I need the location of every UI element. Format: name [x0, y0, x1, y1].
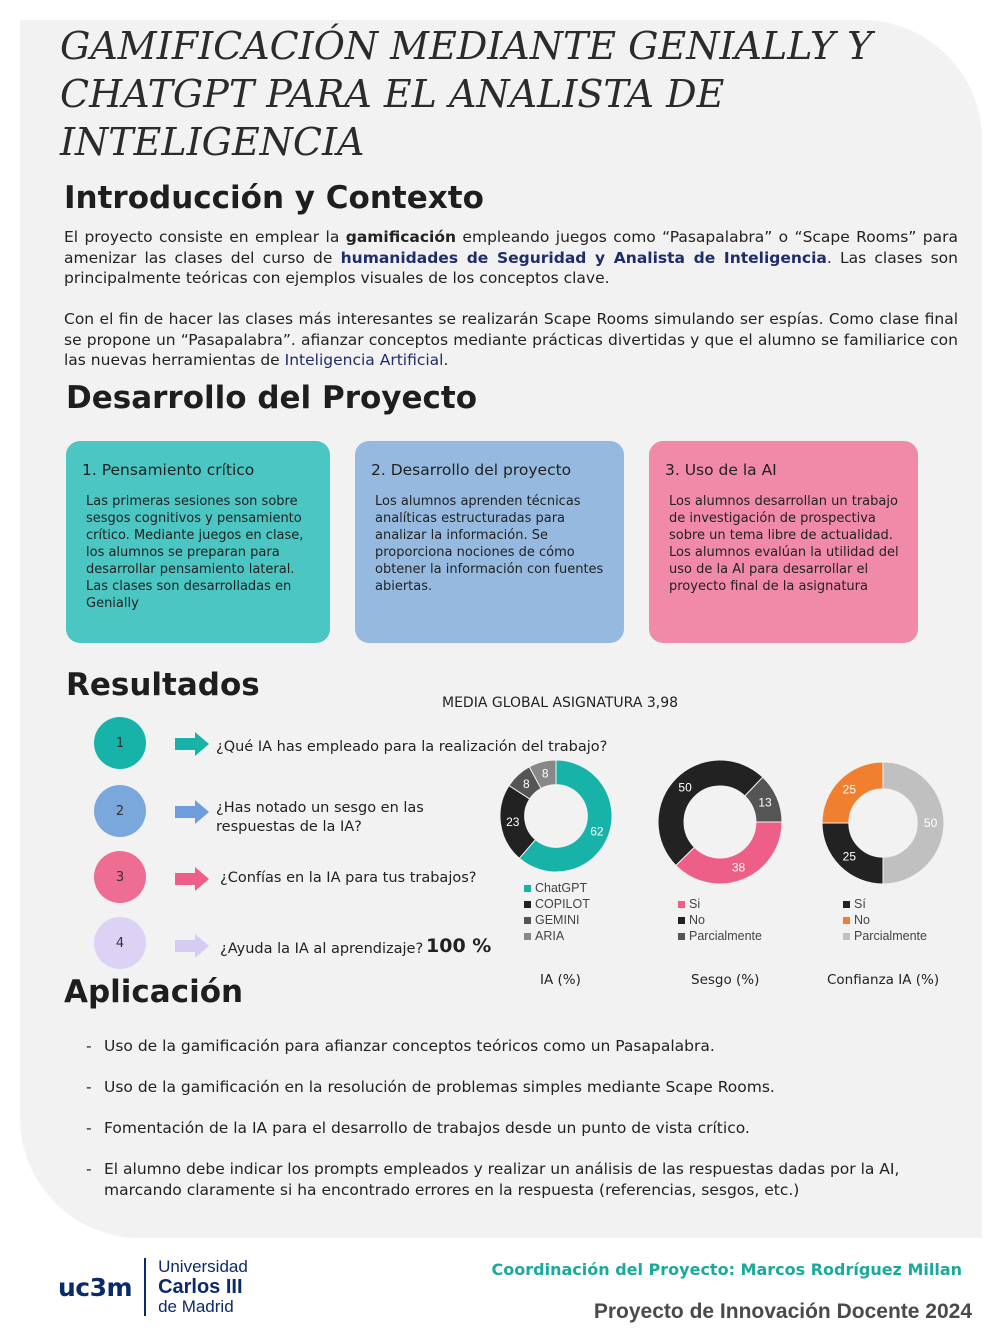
- proyecto-text: Proyecto de Innovación Docente 2024: [593, 1300, 972, 1323]
- legend-swatch: [843, 933, 850, 940]
- legend-swatch: [678, 901, 685, 908]
- resultados-heading: Resultados: [66, 667, 260, 703]
- donut-slice-si: [676, 822, 782, 884]
- legend-item: [678, 912, 762, 928]
- legend-item: [524, 896, 590, 912]
- question-2: ¿Has notado un sesgo en las respuestas de la IA?: [216, 800, 424, 835]
- university-logo: [58, 1256, 248, 1318]
- coordinacion-text: Coordinación del Proyecto: Marcos Rodríguez Millan: [491, 1260, 962, 1279]
- legend-label: No: [854, 913, 870, 927]
- list-item: - Uso de la gamificación para afianzar conceptos teóricos como un Pasapalabra.: [86, 1037, 715, 1055]
- chart-caption-sesgo: Sesgo (%): [691, 972, 760, 988]
- chart-caption-confianza: Confianza IA (%): [827, 972, 940, 988]
- legend-item: [678, 928, 762, 944]
- legend-label: Parcialmente: [689, 929, 762, 943]
- question-3: ¿Confías en la IA para tus trabajos?: [220, 870, 477, 886]
- card-body: Las primeras sesiones son sobre sesgos cognitivos y pensamiento crítico. Mediante juegos en clase, los alumnos se preparan para desarrollar pensamiento lateral. Las clases son desarrolladas en Genially: [86, 494, 304, 611]
- legend-sesgo: [678, 896, 762, 944]
- question-number-4: 4: [94, 917, 146, 969]
- legend-swatch: [678, 933, 685, 940]
- card-body: Los alumnos aprenden técnicas analíticas estructuradas para analizar la información. Se proporciona nociones de cómo obtener la información con fuentes abiertas.: [375, 494, 604, 594]
- legend-label: No: [689, 913, 705, 927]
- data-label: 25: [842, 849, 857, 864]
- donut-chart-confianza: [822, 762, 944, 884]
- data-label: 8: [522, 776, 530, 791]
- legend-label: Parcialmente: [854, 929, 927, 943]
- legend-ia: [524, 880, 590, 944]
- card-title: 3. Uso de la AI: [665, 461, 777, 479]
- list-item: - El alumno debe indicar los prompts empleados y realizar un análisis de las respuestas dadas por la AI, marcando claramente si ha encontrado errores en la respuesta (referencias, sesgos, etc.): [86, 1160, 900, 1199]
- legend-item: [678, 896, 762, 912]
- card-desarrollo-proyecto: [355, 441, 624, 643]
- legend-label: GEMINI: [535, 913, 580, 927]
- legend-item: [843, 912, 927, 928]
- page-title: GAMIFICACIÓN MEDIANTE GENIALLY Y CHATGPT PARA EL ANALISTA DE INTELIGENCIA: [60, 24, 873, 164]
- arrow-right-icon: [175, 934, 209, 958]
- data-label: 13: [758, 795, 772, 810]
- question-number-2: 2: [94, 785, 146, 837]
- legend-item: [524, 928, 590, 944]
- intro-paragraph-2: Con el fin de hacer las clases más interesantes se realizarán Scape Rooms simulando ser espías. Como clase final se propone un “Pasapalabra”. afianzar conceptos mediante prácticas divertidas y que el alumno se familiarice con las nuevas herramientas de Inteligencia Artificial.: [64, 310, 958, 369]
- legend-swatch: [524, 901, 531, 908]
- donut-chart-sesgo: [658, 760, 782, 884]
- legend-item: [843, 896, 927, 912]
- legend-swatch: [524, 917, 531, 924]
- question-number-1: 1: [94, 717, 146, 769]
- media-global: MEDIA GLOBAL ASIGNATURA 3,98: [442, 695, 679, 711]
- card-uso-ai: [649, 441, 918, 643]
- card-pensamiento-critico: [66, 441, 330, 643]
- legend-swatch: [678, 917, 685, 924]
- legend-item: [524, 880, 590, 896]
- aplicacion-heading: Aplicación: [64, 974, 244, 1010]
- legend-item: [524, 912, 590, 928]
- question-number-3: 3: [94, 851, 146, 903]
- arrow-right-icon: [175, 732, 209, 756]
- chart-caption-ia: IA (%): [540, 972, 581, 988]
- legend-label: COPILOT: [535, 897, 590, 911]
- list-item: - Fomentación de la IA para el desarrollo de trabajos desde un punto de vista crítico.: [86, 1119, 750, 1137]
- arrow-right-icon: [175, 867, 209, 891]
- legend-swatch: [843, 901, 850, 908]
- legend-label: ARIA: [535, 929, 565, 943]
- arrow-right-icon: [175, 800, 209, 824]
- desarrollo-heading: Desarrollo del Proyecto: [66, 380, 478, 416]
- data-label: 8: [541, 766, 549, 781]
- donut-chart-ia: [500, 760, 612, 872]
- logo-uc3m: uc3m: [58, 1272, 133, 1302]
- question-4-result: 100 %: [426, 935, 492, 957]
- legend-confianza: [843, 896, 927, 944]
- list-item: - Uso de la gamificación en la resolución de problemas simples mediante Scape Rooms.: [86, 1078, 775, 1096]
- data-label: 23: [506, 815, 520, 830]
- intro-paragraph-1: El proyecto consiste en emplear la gamificación empleando juegos como “Pasapalabra” o “Scape Rooms” para amenizar las clases del curso de humanidades de Seguridad y Analista de Inteligencia. Las clases son principalmente teóricas con ejemplos visuales de los conceptos clave.: [64, 228, 958, 287]
- legend-swatch: [524, 885, 531, 892]
- question-1: ¿Qué IA has empleado para la realización del trabajo?: [216, 739, 608, 755]
- data-label: 50: [678, 780, 692, 795]
- data-label: 38: [731, 860, 746, 875]
- data-label: 50: [923, 816, 938, 830]
- legend-label: Sí: [854, 897, 866, 911]
- legend-swatch: [843, 917, 850, 924]
- data-label: 62: [590, 824, 604, 839]
- legend-item: [843, 928, 927, 944]
- card-title: 1. Pensamiento crítico: [82, 461, 255, 479]
- legend-label: ChatGPT: [535, 881, 588, 895]
- aplicacion-list: [86, 1036, 966, 1221]
- card-title: 2. Desarrollo del proyecto: [371, 461, 572, 479]
- data-label: 25: [842, 782, 857, 797]
- intro-heading: Introducción y Contexto: [64, 180, 484, 216]
- legend-swatch: [524, 933, 531, 940]
- logo-divider: [144, 1258, 146, 1316]
- card-body: Los alumnos desarrollan un trabajo de investigación de prospectiva sobre un tema libre de actualidad. Los alumnos evalúan la utilidad del uso de la AI para desarrollar el proyecto final de la asignatura: [669, 494, 899, 594]
- logo-university-name: Universidad Carlos III de Madrid: [158, 1257, 248, 1316]
- legend-label: Si: [689, 897, 701, 911]
- question-4: ¿Ayuda la IA al aprendizaje?: [220, 941, 424, 957]
